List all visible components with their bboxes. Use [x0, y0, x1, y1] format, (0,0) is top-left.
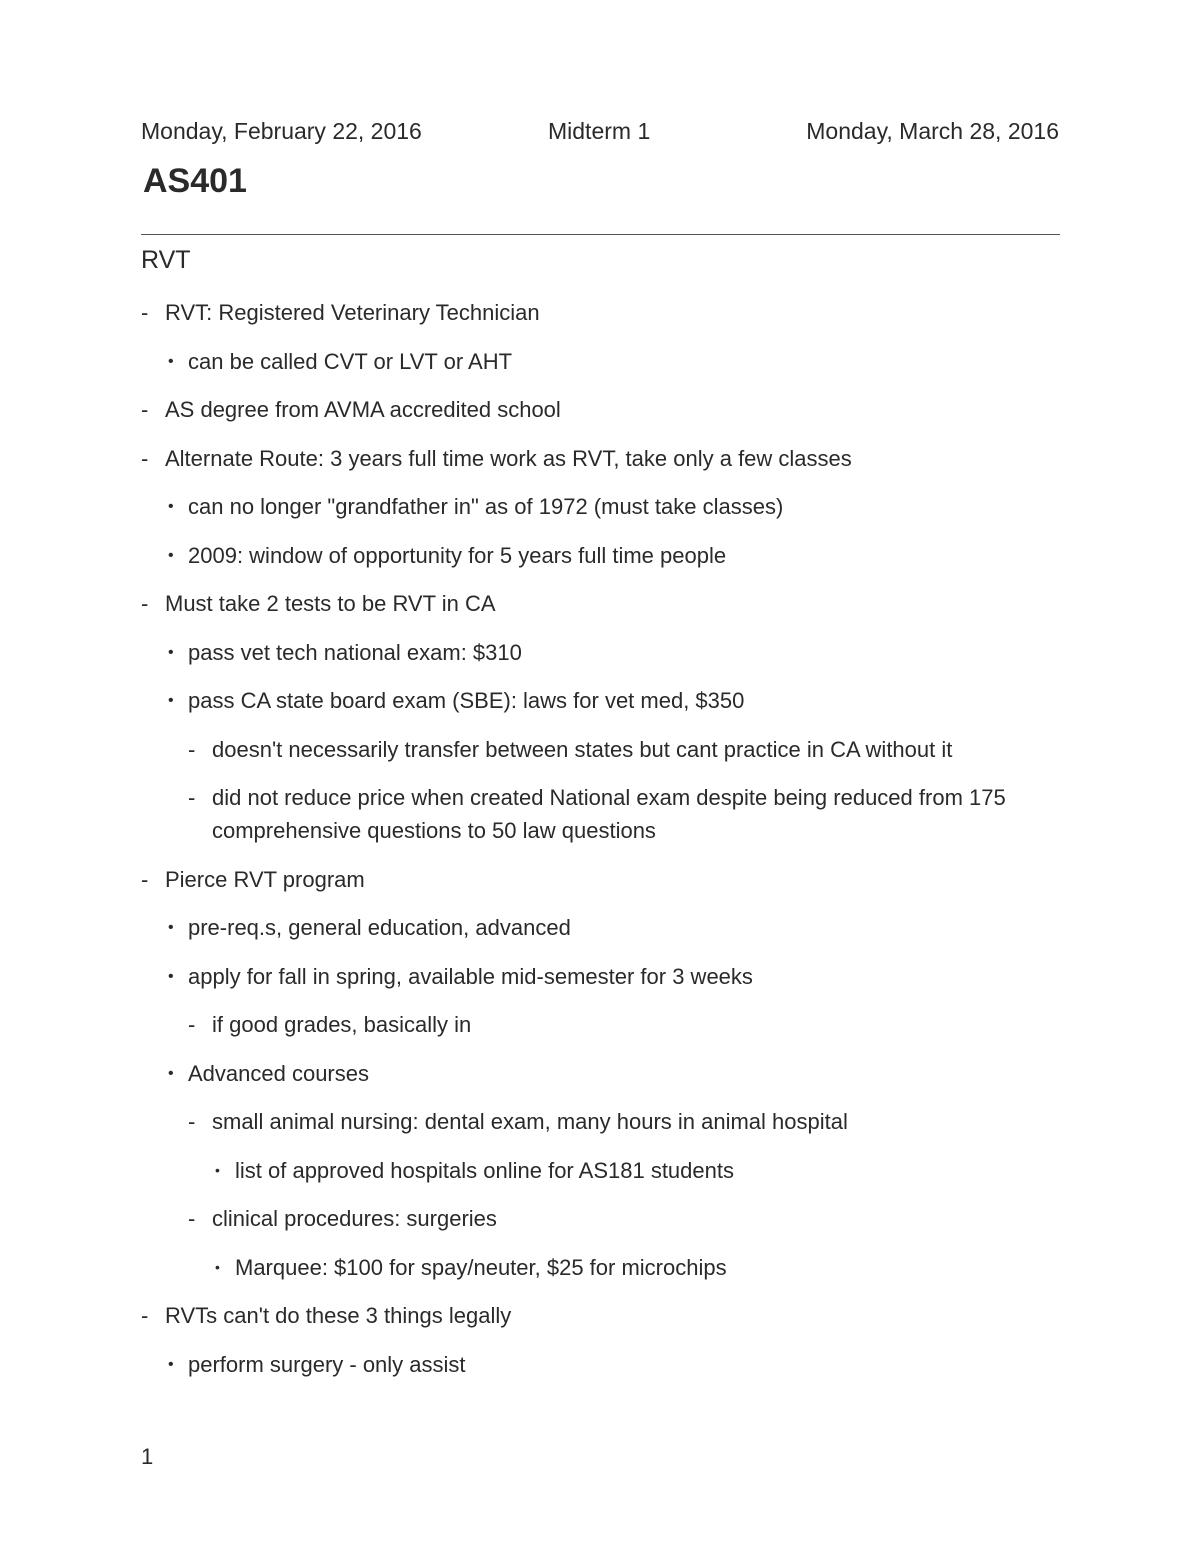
dot-bullet-icon: •	[168, 967, 174, 985]
outline-item-level-3	[141, 1154, 1060, 1187]
outline-item-level-2	[141, 1202, 1060, 1235]
outline-item-text: Advanced courses	[188, 1060, 369, 1086]
outline-item-text: pass vet tech national exam: $310	[188, 639, 522, 665]
outline-item-level-1	[141, 1348, 1060, 1381]
outline-item-text: Must take 2 tests to be RVT in CA	[165, 591, 496, 616]
dot-bullet-icon: •	[168, 546, 174, 564]
outline-item-text: Marquee: $100 for spay/neuter, $25 for microchips	[235, 1254, 727, 1280]
dot-bullet-icon: •	[168, 692, 174, 709]
header-exam-label: Midterm 1	[548, 118, 651, 144]
outline-item-level-1	[141, 911, 1060, 944]
dash-bullet-icon: -	[188, 1206, 196, 1231]
dash-bullet-icon: -	[141, 866, 149, 892]
outline-item-text: RVT: Registered Veterinary Technician	[165, 300, 540, 325]
page-number: 1	[141, 1444, 154, 1469]
dash-bullet-icon: -	[141, 445, 149, 471]
dot-bullet-icon: •	[168, 1355, 174, 1373]
dash-bullet-icon: -	[188, 1012, 196, 1037]
header-end-date: Monday, March 28, 2016	[806, 118, 1059, 144]
outline-item-text: if good grades, basically in	[212, 1012, 472, 1037]
outline-item-level-1	[141, 345, 1060, 378]
outline-item-text: perform surgery - only assist	[188, 1351, 466, 1377]
outline-item-text: RVTs can't do these 3 things legally	[165, 1303, 512, 1328]
outline-item-level-2	[141, 1105, 1060, 1138]
outline-item-level-2	[141, 733, 1060, 766]
title-divider	[141, 234, 1060, 235]
outline-item-level-1	[141, 684, 1060, 717]
header-start-date: Monday, February 22, 2016	[141, 118, 422, 144]
dash-bullet-icon: -	[141, 397, 149, 422]
section-title: RVT	[141, 246, 191, 274]
outline-item-text: did not reduce price when created National exam despite being reduced from 175 comprehensive questions to 50 law questions	[212, 785, 1006, 843]
outline-item-text: Alternate Route: 3 years full time work as RVT, take only a few classes	[165, 445, 852, 471]
dot-bullet-icon: •	[168, 498, 174, 515]
dash-bullet-icon: -	[141, 300, 149, 325]
outline-item-text: clinical procedures: surgeries	[212, 1206, 497, 1231]
outline-item-text: pre-req.s, general education, advanced	[188, 915, 571, 940]
dash-bullet-icon: -	[188, 1109, 196, 1134]
outline-item-level-1	[141, 539, 1060, 572]
outline-item-level-0	[141, 393, 1060, 426]
dash-bullet-icon: -	[141, 591, 149, 616]
outline-item-level-0	[141, 442, 1060, 475]
outline-item-text: list of approved hospitals online for AS181 students	[235, 1157, 734, 1183]
outline-item-level-0	[141, 296, 1060, 329]
outline-item-level-1	[141, 636, 1060, 669]
outline-item-level-0	[141, 1299, 1060, 1332]
outline-item-level-1	[141, 490, 1060, 523]
dash-bullet-icon: -	[188, 785, 196, 810]
outline-item-level-0	[141, 587, 1060, 620]
dash-bullet-icon: -	[141, 1303, 149, 1328]
dot-bullet-icon: •	[168, 352, 174, 370]
dash-bullet-icon: -	[188, 736, 196, 762]
outline-item-text: apply for fall in spring, available mid-semester for 3 weeks	[188, 963, 753, 989]
outline-item-text: pass CA state board exam (SBE): laws for vet med, $350	[188, 688, 745, 713]
outline-item-level-1	[141, 960, 1060, 993]
notes-outline	[141, 296, 1060, 1396]
dot-bullet-icon: •	[215, 1161, 220, 1178]
dot-bullet-icon: •	[168, 919, 174, 936]
outline-item-level-2	[141, 1008, 1060, 1041]
outline-item-level-2	[141, 781, 1060, 847]
outline-item-text: AS degree from AVMA accredited school	[165, 397, 561, 422]
dot-bullet-icon: •	[168, 1064, 174, 1082]
document-title: AS401	[143, 162, 247, 200]
outline-item-level-3	[141, 1251, 1060, 1284]
dot-bullet-icon: •	[215, 1258, 220, 1275]
outline-item-level-0	[141, 863, 1060, 896]
outline-item-text: Pierce RVT program	[165, 866, 365, 892]
outline-item-text: can no longer "grandfather in" as of 1972 (must take classes)	[188, 494, 784, 519]
outline-item-text: small animal nursing: dental exam, many hours in animal hospital	[212, 1109, 848, 1134]
outline-item-text: doesn't necessarily transfer between states but cant practice in CA without it	[212, 736, 953, 762]
outline-item-level-1	[141, 1057, 1060, 1090]
outline-item-text: can be called CVT or LVT or AHT	[188, 348, 513, 374]
outline-item-text: 2009: window of opportunity for 5 years full time people	[188, 542, 727, 568]
dot-bullet-icon: •	[168, 643, 174, 661]
